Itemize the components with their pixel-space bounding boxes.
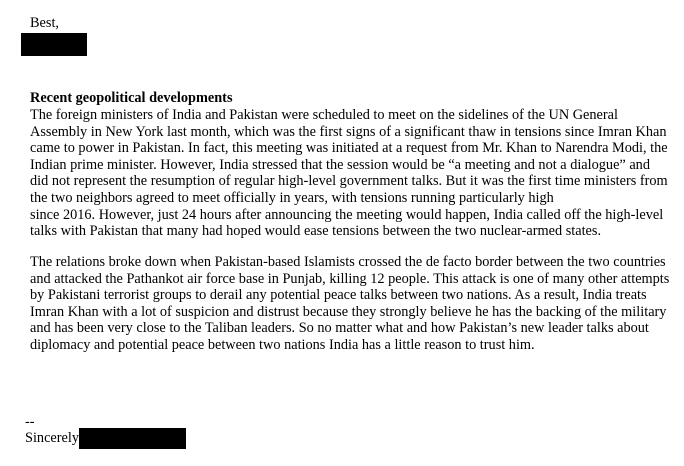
closing-text: Sincerely	[25, 429, 79, 446]
paragraph-line: did not represent the resumption of regular high-level government talks. But it was the first time ministers from	[30, 173, 668, 190]
paragraph-line: The relations broke down when Pakistan-based Islamists crossed the de facto border between the two countries	[30, 254, 666, 270]
greeting-text: Best,	[30, 15, 59, 31]
paragraph-line: since 2016. However, just 24 hours after announcing the meeting would happen, India called off the high-level	[30, 206, 664, 223]
paragraph-line: Indian prime minister. However, India stressed that the session would be “a meeting and not a dialogue” and	[30, 156, 650, 173]
paragraph-2	[30, 254, 669, 354]
paragraph-line: Assembly in New York last month, which was the first signs of a significant thaw in tensions since Imran Khan	[30, 123, 667, 140]
redacted-signature-block	[79, 428, 186, 449]
paragraph-line: and has been very close to the Taliban leaders. So no matter what and how Pakistan’s new leader talks about	[30, 320, 649, 337]
closing-row	[25, 427, 186, 449]
paragraph-line: by Pakistani terrorist groups to derail any potential peace talks between two nations. As a result, India treats	[30, 287, 647, 304]
paragraph-1	[30, 107, 668, 240]
paragraph-line: and attacked the Pathankot air force base in Punjab, killing 12 people. This attack is one of many other attempts	[30, 270, 670, 287]
paragraph-line: came to power in Pakistan. In fact, this meeting was initiated at a request from Mr. Khan to Narendra Modi, the	[30, 140, 668, 157]
paragraph-line: Imran Khan with a lot of suspicion and distrust because they strongly believe he has the backing of the military	[30, 303, 667, 320]
paragraph-line: talks with Pakistan that many had hoped would ease tensions between the two nuclear-armed states.	[30, 223, 602, 240]
paragraph-line: the two neighbors agreed to meet officially in years, with tensions running particularly high	[30, 189, 554, 206]
section-heading: Recent geopolitical developments	[30, 90, 233, 106]
redacted-name-block	[21, 33, 87, 56]
paragraph-line: The foreign ministers of India and Pakistan were scheduled to meet on the sidelines of the UN General	[30, 107, 618, 123]
paragraph-line: diplomacy and potential peace between two nations India has a little reason to trust him.	[30, 336, 535, 353]
signature-separator: --	[25, 414, 35, 430]
